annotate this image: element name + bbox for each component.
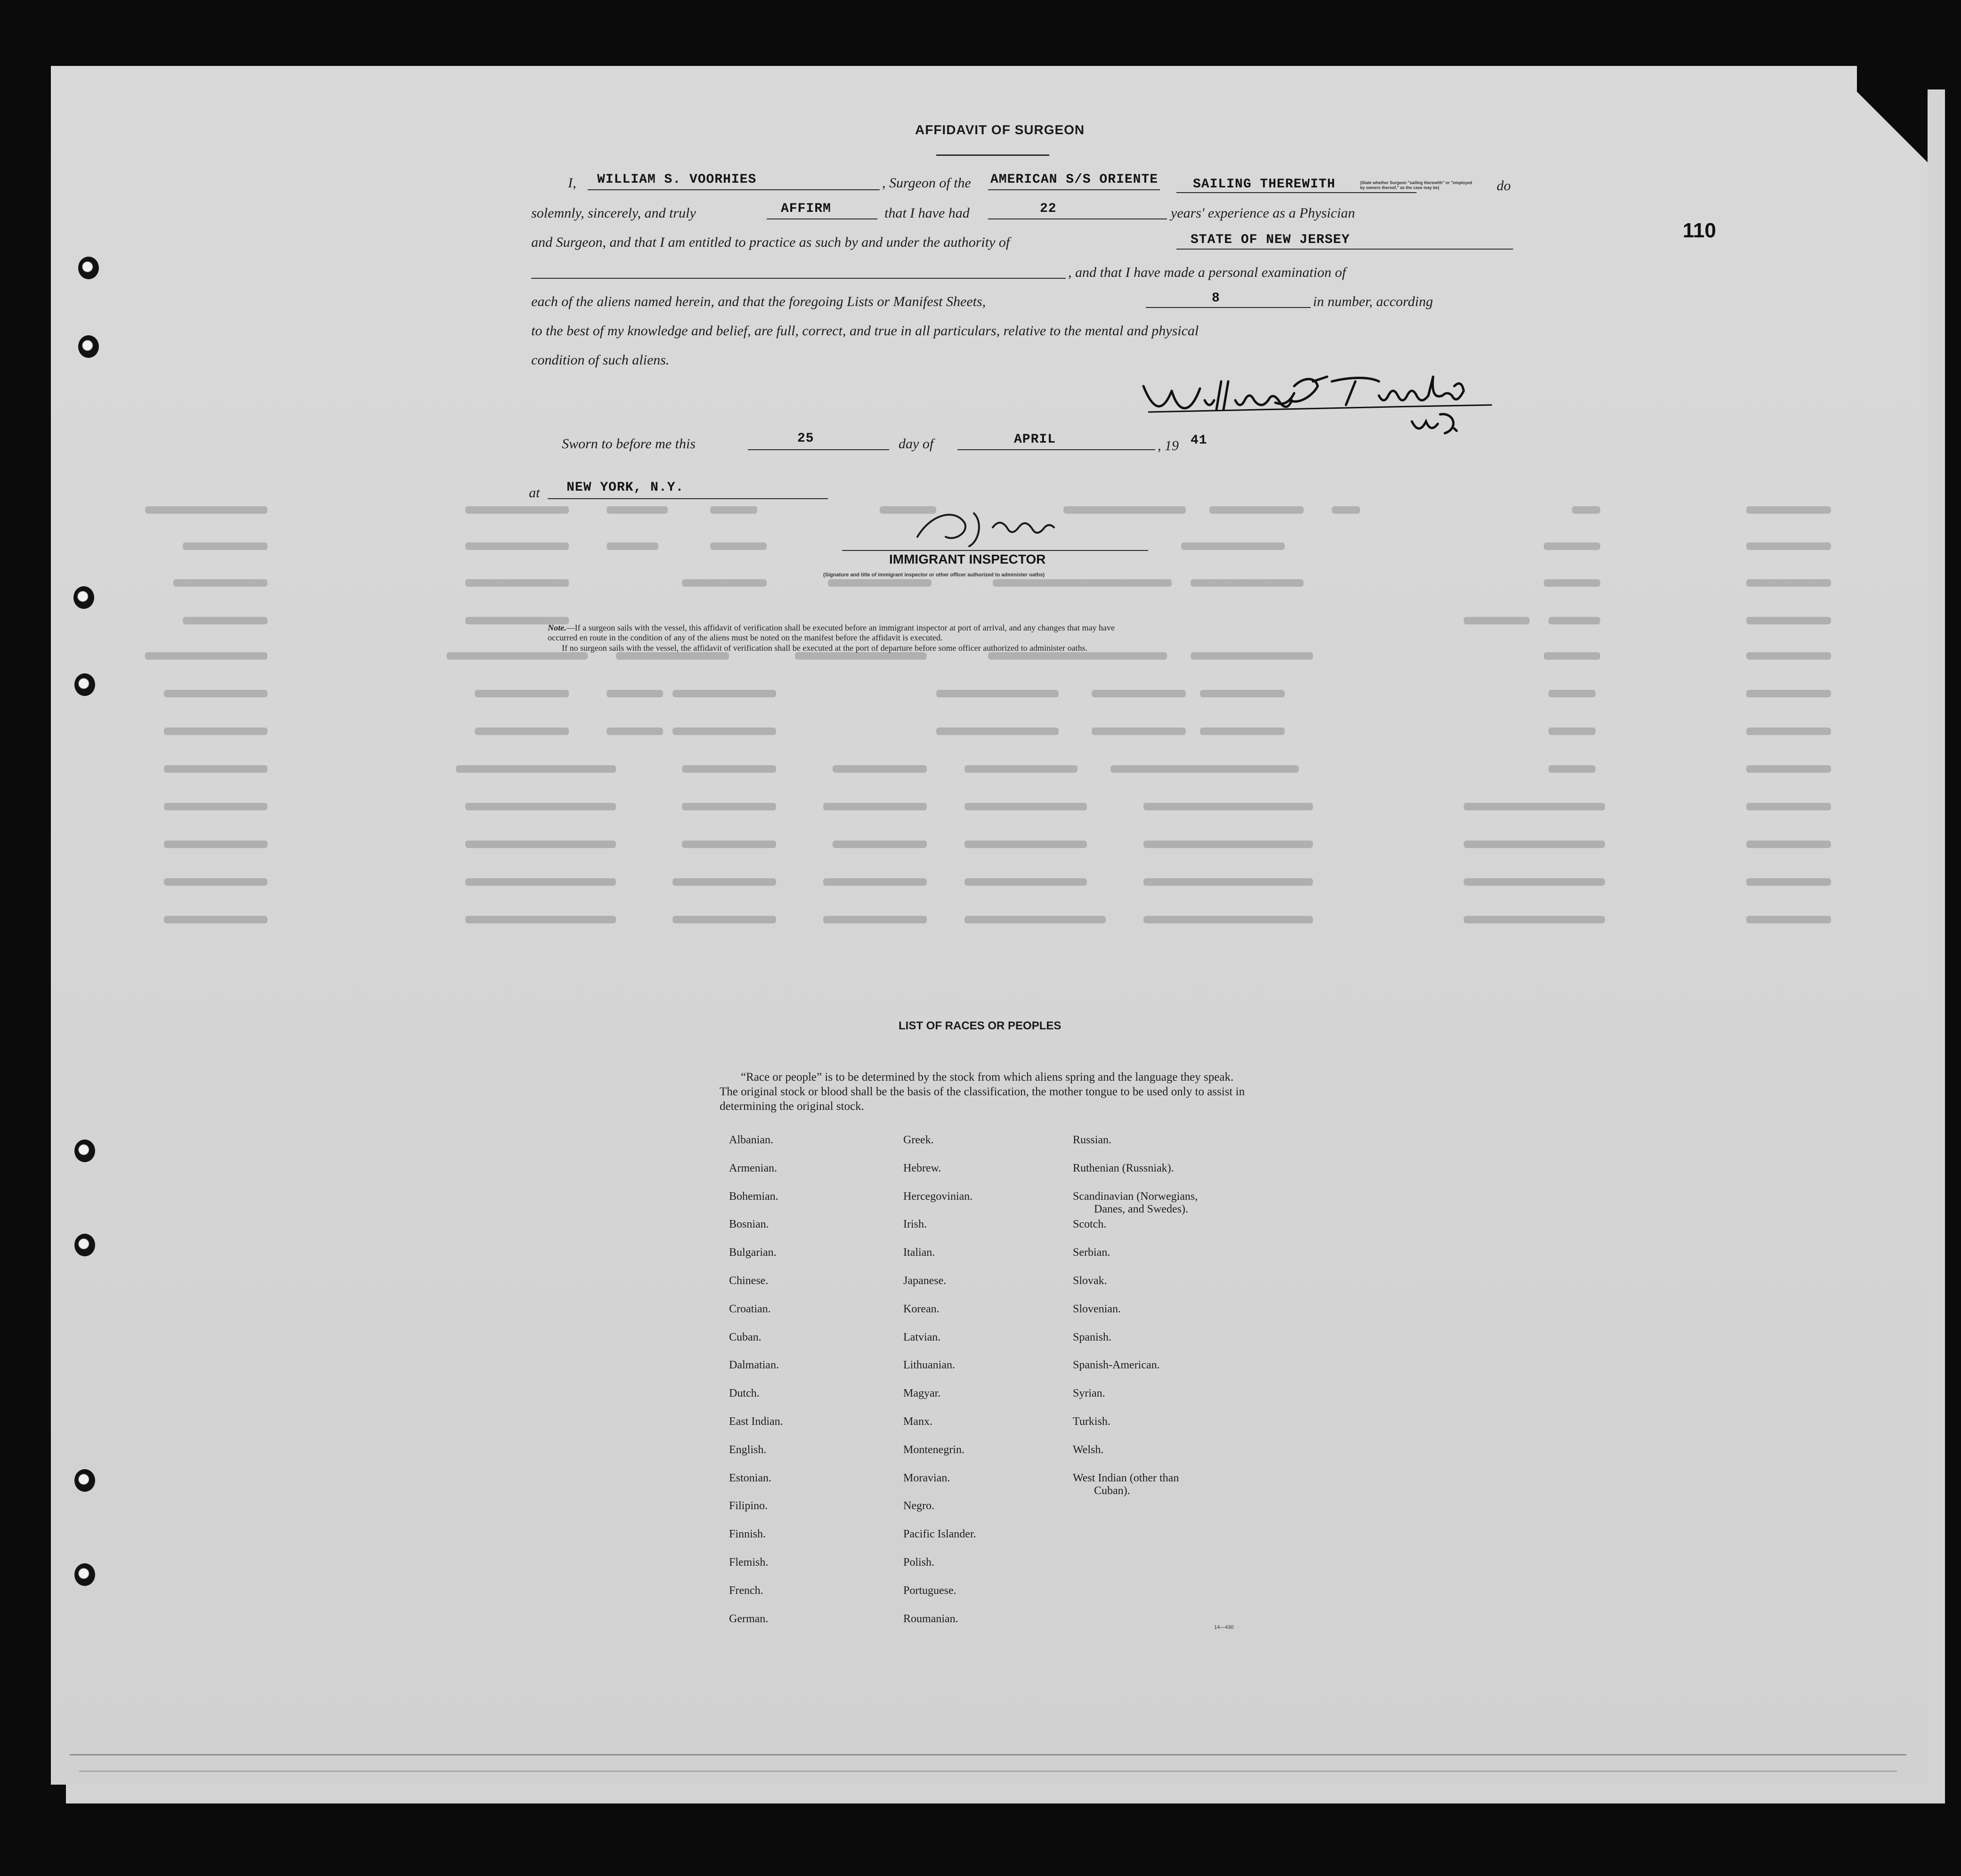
title-rule: [936, 154, 1049, 156]
race-item: Magyar.: [903, 1387, 941, 1400]
race-item: East Indian.: [729, 1415, 783, 1428]
race-item: Japanese.: [903, 1275, 947, 1287]
race-item: Bosnian.: [729, 1218, 769, 1231]
page-edge: [70, 1754, 1906, 1755]
binder-hole: [78, 335, 99, 358]
note-line3: If no surgeon sails with the vessel, the affidavit of verification shall be executed at the port of departure before some officer authorized to administer oaths.: [562, 643, 1088, 653]
race-item: Flemish.: [729, 1556, 769, 1569]
page-number: 110: [1683, 219, 1716, 242]
race-item: Estonian.: [729, 1472, 771, 1484]
page-corner: [1857, 66, 1928, 188]
race-item: Moravian.: [903, 1472, 950, 1484]
manifest-page: [51, 66, 1928, 1785]
race-item: Polish.: [903, 1556, 935, 1569]
binder-hole: [74, 1563, 95, 1586]
note-line1-text: —If a surgeon sails with the vessel, this affidavit of verification shall be executed before an immigrant inspector at port of arrival, and any changes that may have: [566, 623, 1115, 632]
underline: [957, 449, 1155, 450]
inspector-signature-line: [842, 550, 1148, 551]
sworn-day: 25: [797, 431, 814, 446]
binder-hole: [74, 1234, 95, 1256]
race-item: Portuguese.: [903, 1584, 956, 1597]
underline: [988, 218, 1167, 219]
aff-line6: to the best of my knowledge and belief, are full, correct, and true in all particulars, relative to the mental and physical: [531, 323, 1199, 339]
page-edge: [79, 1771, 1897, 1772]
underline: [767, 218, 877, 219]
race-item: Latvian.: [903, 1331, 941, 1343]
aff-line7: condition of such aliens.: [531, 352, 670, 368]
races-intro: “Race or people” is to be determined by the stock from which aliens spring and the language they speak. The original stock or blood shall be the basis of the classification, the mother tongue to be used only to assist in determining the original stock.: [720, 1071, 1245, 1113]
race-item: Ruthenian (Russniak).: [1073, 1162, 1174, 1174]
sworn-month: APRIL: [1014, 432, 1056, 447]
aff-line2-suffix: years' experience as a Physician: [1171, 205, 1355, 221]
race-item: Dalmatian.: [729, 1359, 779, 1372]
race-item: Cuban).: [1094, 1484, 1130, 1497]
aff-line1-suffix: do: [1497, 178, 1511, 194]
oath-word: AFFIRM: [781, 202, 831, 216]
underline: [1176, 249, 1513, 250]
underline: [988, 189, 1160, 190]
note-line1: [548, 623, 1115, 632]
race-item: Welsh.: [1073, 1443, 1104, 1456]
aff-line2-prefix: solemnly, sincerely, and truly: [531, 205, 696, 221]
sworn-year-prefix: , 19: [1158, 438, 1179, 453]
race-item: Filipino.: [729, 1500, 768, 1512]
race-item: West Indian (other than: [1073, 1472, 1179, 1484]
race-item: French.: [729, 1584, 763, 1597]
sworn-place: NEW YORK, N.Y.: [567, 480, 684, 495]
note-label: Note.: [548, 623, 567, 632]
surgeon-name: WILLIAM S. VOORHIES: [597, 172, 757, 187]
inspector-note: (Signature and title of immigrant inspector or other officer authorized to administer oaths): [823, 572, 1045, 578]
aff-line2-mid: that I have had: [884, 205, 970, 221]
binder-hole: [74, 673, 95, 696]
race-item: Hebrew.: [903, 1162, 941, 1174]
sworn-prefix: Sworn to before me this: [562, 436, 696, 452]
binder-hole: [74, 1469, 95, 1492]
race-item: Armenian.: [729, 1162, 777, 1174]
at-prefix: at: [529, 485, 540, 501]
underline: [748, 449, 889, 450]
note-line2: occurred en route in the condition of any of the aliens must be noted on the manifest before the affidavit is executed.: [548, 633, 943, 642]
underline: [1176, 192, 1417, 193]
race-item: English.: [729, 1443, 767, 1456]
years-experience: 22: [1040, 202, 1057, 216]
race-item: Manx.: [903, 1415, 932, 1428]
race-item: Slovak.: [1073, 1275, 1107, 1287]
inspector-signature: [913, 504, 1073, 553]
race-item: Spanish.: [1073, 1331, 1112, 1343]
race-item: Turkish.: [1073, 1415, 1110, 1428]
race-item: Slovenian.: [1073, 1302, 1121, 1315]
status-note: (State whether Surgeon "sailing therewith" or "employed by owners thereof," as the case may be): [1360, 181, 1472, 190]
aff-line5-prefix: each of the aliens named herein, and that the foregoing Lists or Manifest Sheets,: [531, 294, 986, 309]
race-item: Greek.: [903, 1134, 934, 1146]
race-item: Chinese.: [729, 1275, 769, 1287]
race-item: Danes, and Swedes).: [1094, 1203, 1188, 1215]
race-item: Spanish-American.: [1073, 1359, 1160, 1372]
race-item: Cuban.: [729, 1331, 762, 1343]
underline: [531, 278, 1066, 279]
aff-line3-prefix: and Surgeon, and that I am entitled to practice as such by and under the authority of: [531, 234, 1010, 250]
surgeon-status: SAILING THEREWITH: [1193, 177, 1336, 192]
sheet-count: 8: [1212, 291, 1220, 306]
race-item: Roumanian.: [903, 1612, 958, 1625]
vessel-name: AMERICAN S/S ORIENTE: [990, 172, 1159, 187]
races-title: LIST OF RACES OR PEOPLES: [899, 1019, 1062, 1032]
race-item: Bulgarian.: [729, 1246, 777, 1259]
form-number: 14—430: [1214, 1625, 1234, 1630]
race-item: Italian.: [903, 1246, 935, 1259]
race-item: Korean.: [903, 1302, 940, 1315]
race-item: German.: [729, 1612, 769, 1625]
underline: [548, 498, 828, 499]
affidavit-title: AFFIDAVIT OF SURGEON: [915, 122, 1085, 137]
race-item: Croatian.: [729, 1302, 771, 1315]
binder-hole: [73, 586, 94, 609]
binder-hole: [78, 257, 99, 279]
aff-line1-mid: , Surgeon of the: [882, 175, 971, 191]
race-item: Scotch.: [1073, 1218, 1107, 1231]
inspector-title: IMMIGRANT INSPECTOR: [889, 552, 1046, 566]
race-item: Negro.: [903, 1500, 934, 1512]
race-item: Bohemian.: [729, 1190, 778, 1203]
race-item: Dutch.: [729, 1387, 760, 1400]
race-item: Finnish.: [729, 1528, 766, 1541]
race-item: Syrian.: [1073, 1387, 1105, 1400]
sworn-year: 41: [1191, 433, 1207, 448]
race-item: Pacific Islander.: [903, 1528, 976, 1541]
aff-line5-suffix: in number, according: [1313, 294, 1433, 309]
authority: STATE OF NEW JERSEY: [1191, 233, 1350, 247]
underline: [588, 189, 880, 190]
race-item: Albanian.: [729, 1134, 773, 1146]
aff-line1-prefix: I,: [568, 175, 576, 191]
race-item: Serbian.: [1073, 1246, 1110, 1259]
aff-line4-suffix: , and that I have made a personal examination of: [1068, 265, 1346, 280]
race-item: Irish.: [903, 1218, 927, 1231]
race-item: Russian.: [1073, 1134, 1112, 1146]
race-item: Scandinavian (Norwegians,: [1073, 1190, 1198, 1203]
sworn-mid: day of: [899, 436, 934, 452]
race-item: Lithuanian.: [903, 1359, 955, 1372]
race-item: Montenegrin.: [903, 1443, 964, 1456]
underline: [1146, 307, 1311, 308]
binder-hole: [74, 1140, 95, 1162]
race-item: Hercegovinian.: [903, 1190, 973, 1203]
